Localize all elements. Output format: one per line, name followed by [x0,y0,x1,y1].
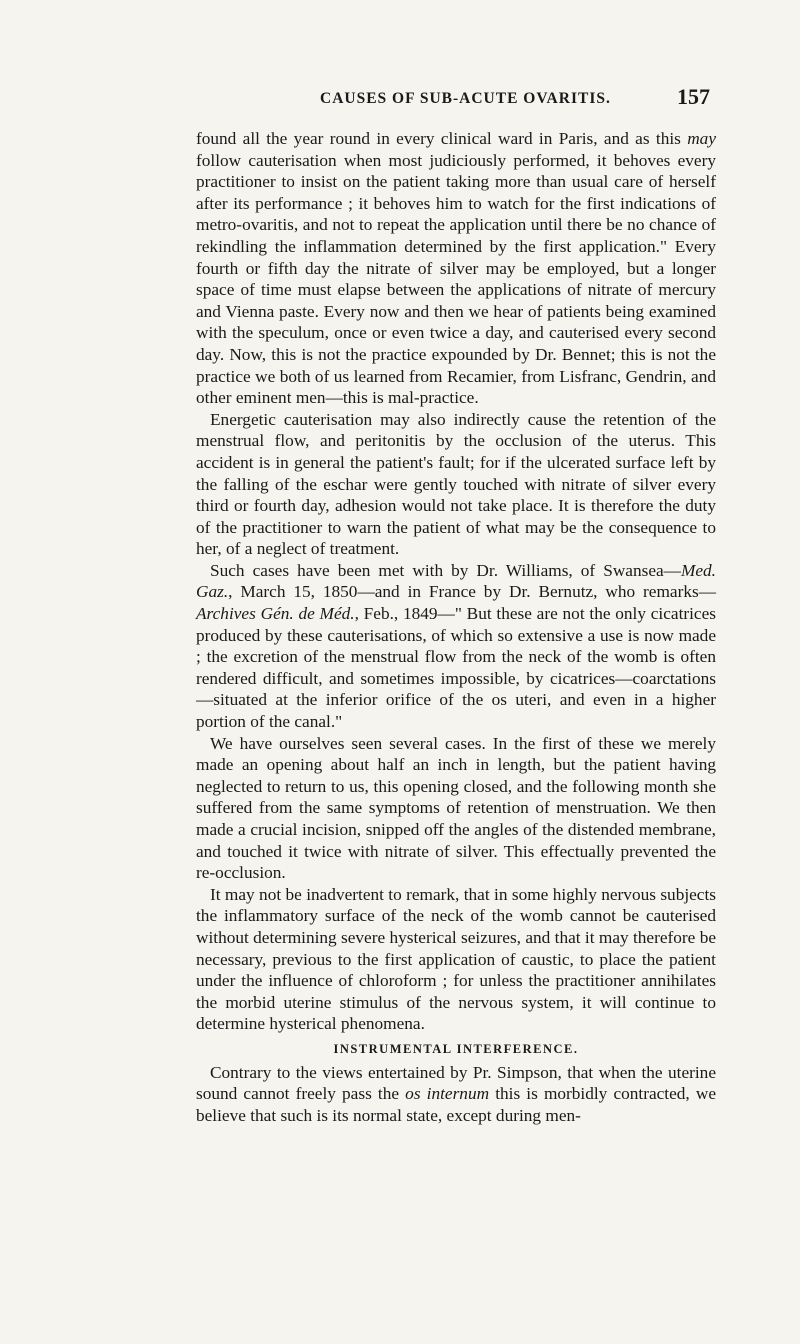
paragraph: Energetic cauterisation may also indirectly cause the retention of the menstrual flow, and peritonitis by the occlusion of the uterus. This accident is in general the patient's fault; for if the ulcerated surface left by the falling of the eschar were gently touched with nitrate of silver every third or fourth day, adhesion would not take place. It is therefore the duty of the practitioner to warn the patient of what may be the consequence to her, of a neglect of treatment. [196,409,716,559]
paragraph: found all the year round in every clinical ward in Paris, and as this may follow cauterisation when most judiciously performed, it behoves every practitioner to insist on the patient taking more than usual care of herself after its performance ; it behoves him to watch for the first indications of metro-ovaritis, and not to repeat the application until there be no chance of rekindling the inflammation determined by the first application." Every fourth or fifth day the nitrate of silver may be employed, but a longer space of time must elapse between the applications of nitrate of mercury and Vienna paste. Every now and then we hear of patients being examined with the speculum, once or even twice a day, and cauterised every second day. Now, this is not the practice expounded by Dr. Bennet; this is not the practice we both of us learned from Recamier, from Lisfranc, Gendrin, and other eminent men—this is mal-practice. [196,129,716,408]
emphasis: os internum [405,1084,490,1104]
paragraph: Such cases have been met with by Dr. Williams, of Swansea—Med. Gaz., March 15, 1850—and in France by Dr. Bernutz, who remarks—Archives Gén. de Méd., Feb., 1849—" But these are not the only cicatrices produced by these cauterisations, of which so extensive a use is now made ; the excretion of the menstrual flow from the neck of the womb is often rendered difficult, and sometimes impossible, by cicatrices—coarctations—situated at the inferior orifice of the os uteri, and even in a higher portion of the canal." [196,560,716,732]
running-head: CAUSES OF SUB-ACUTE OVARITIS. [320,90,611,107]
citation: Archives Gén. de Méd. [196,604,355,624]
citation: Med. Gaz. [196,560,716,602]
emphasis: may [687,129,716,148]
page-header [220,84,710,114]
body-text [196,128,716,1126]
page-number: 157 [677,84,710,109]
paragraph: Contrary to the views entertained by Pr. Simpson, that when the uterine sound cannot freely pass the os internum this is morbidly contracted, we believe that such is its normal state, except during men- [196,1062,717,1125]
paragraph: It may not be inadvertent to remark, that in some highly nervous subjects the inflammatory surface of the neck of the womb cannot be cauterised without determining severe hysterical seizures, and that it may therefore be necessary, previous to the first application of caustic, to place the patient under the influence of chloroform ; for unless the practitioner annihilates the morbid uterine stimulus of the nervous system, it will continue to determine hysterical phenomena. [196,884,716,1034]
section-heading: INSTRUMENTAL INTERFERENCE. [333,1041,579,1056]
paragraph: We have ourselves seen several cases. In the first of these we merely made an opening about half an inch in length, but the patient having neglected to return to us, this opening closed, and the following month she suffered from the same symptoms of retention of menstruation. We then made a crucial incision, snipped off the angles of the distended membrane, and touched it twice with nitrate of silver. This effectually prevented the re-occlusion. [196,733,716,883]
